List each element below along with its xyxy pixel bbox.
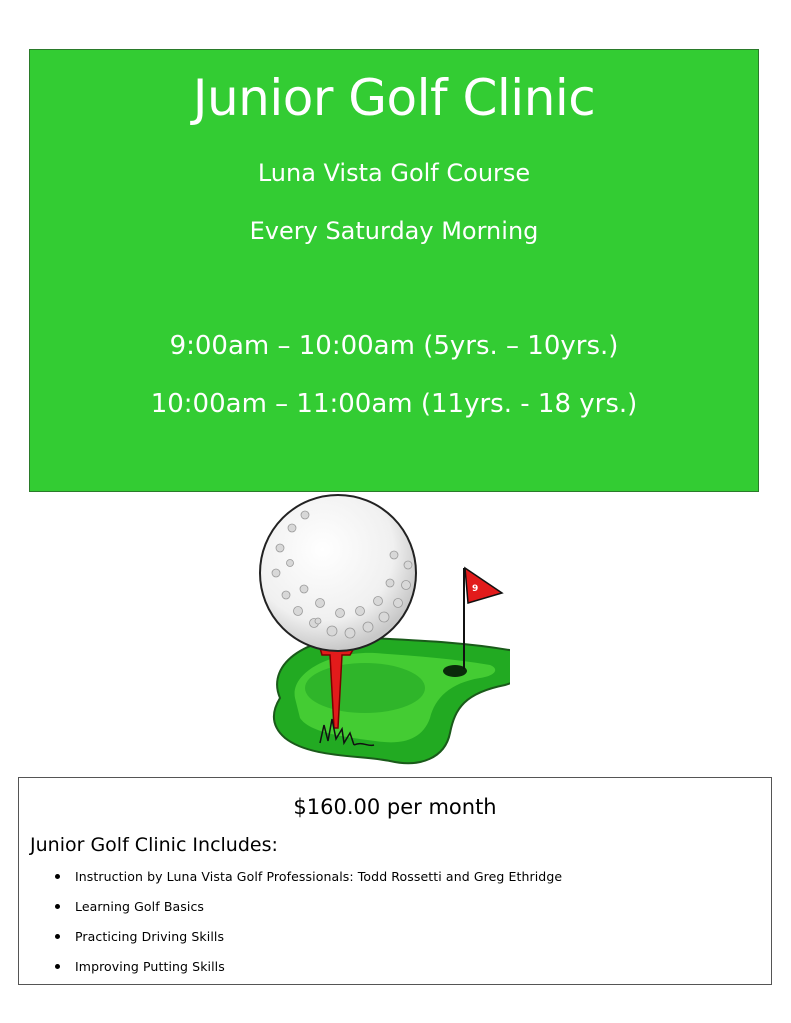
clinic-details-box: [18, 777, 772, 985]
golf-ball-on-tee-icon: [250, 493, 510, 773]
bullet-icon: [55, 964, 60, 969]
list-item: [55, 868, 562, 898]
bullet-icon: [55, 904, 60, 909]
includes-list: [55, 868, 562, 988]
location-text: Luna Vista Golf Course: [257, 159, 531, 187]
header-banner: [29, 49, 759, 492]
list-item: [55, 928, 562, 958]
list-item: [55, 958, 562, 988]
page-title: Junior Golf Clinic: [192, 69, 596, 127]
session-time-2: 10:00am – 11:00am (11yrs. - 18 yrs.): [150, 389, 638, 419]
price-text: $160.00 per month: [293, 795, 497, 819]
bullet-icon: [55, 934, 60, 939]
flag-number: 9: [472, 584, 479, 594]
session-time-1: 9:00am – 10:00am (5yrs. – 10yrs.): [169, 331, 619, 361]
list-item-label: Instruction by Luna Vista Golf Professionals: Todd Rossetti and Greg Ethridge: [75, 869, 563, 884]
list-item: [55, 898, 562, 928]
list-item-label: Practicing Driving Skills: [75, 929, 225, 944]
includes-heading: Junior Golf Clinic Includes:: [30, 834, 278, 856]
bullet-icon: [55, 874, 60, 879]
list-item-label: Learning Golf Basics: [75, 899, 205, 914]
list-item-label: Improving Putting Skills: [75, 959, 225, 974]
schedule-text: Every Saturday Morning: [249, 217, 539, 245]
